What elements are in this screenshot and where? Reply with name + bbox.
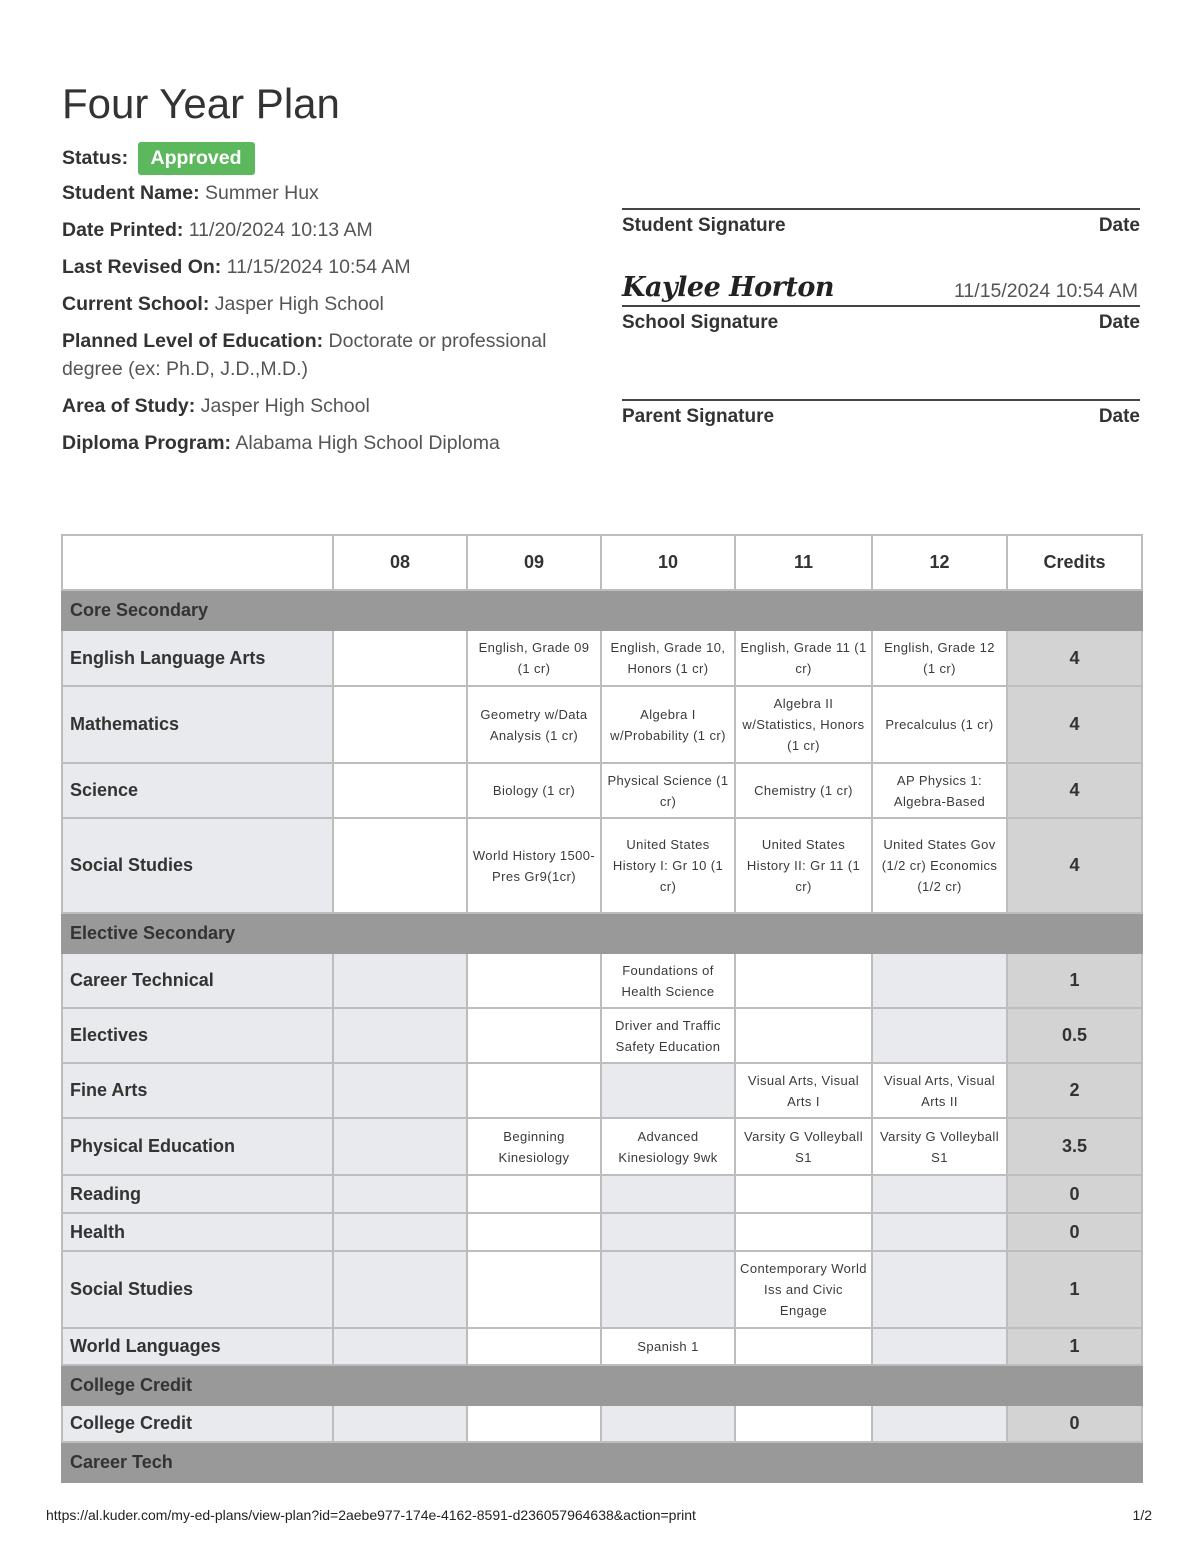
header-cell-credits: Credits <box>1007 535 1142 590</box>
course-cell <box>872 1008 1007 1063</box>
course-cell: Algebra I w/Probability (1 cr) <box>601 686 735 763</box>
table-row <box>62 1118 1142 1175</box>
course-cell <box>735 1008 872 1063</box>
course-cell: English, Grade 11 (1 cr) <box>735 630 872 686</box>
table-row <box>62 1008 1142 1063</box>
course-cell <box>872 1328 1007 1365</box>
credits-cell: 2 <box>1007 1063 1142 1118</box>
subject-label: Health <box>62 1213 333 1251</box>
table-body <box>62 590 1142 1482</box>
course-cell <box>333 1251 467 1328</box>
course-cell: World History 1500-Pres Gr9(1cr) <box>467 818 601 913</box>
course-cell <box>333 1063 467 1118</box>
credits-cell: 0.5 <box>1007 1008 1142 1063</box>
table-header-row <box>62 535 1142 590</box>
credits-cell: 3.5 <box>1007 1118 1142 1175</box>
last-revised-value: 11/15/2024 10:54 AM <box>226 256 411 278</box>
subject-label: Career Technical <box>62 953 333 1008</box>
course-cell <box>601 1175 735 1213</box>
course-cell <box>467 1063 601 1118</box>
student-name-label: Student Name: <box>62 182 200 204</box>
area-of-study-label: Area of Study: <box>62 395 196 417</box>
table-row <box>62 1213 1142 1251</box>
student-signature-block <box>622 208 1140 237</box>
table-row <box>62 818 1142 913</box>
subject-label: Mathematics <box>62 686 333 763</box>
course-cell: Spanish 1 <box>601 1328 735 1365</box>
parent-signature-block <box>622 399 1140 428</box>
course-cell <box>467 1175 601 1213</box>
course-cell: Chemistry (1 cr) <box>735 763 872 818</box>
course-cell: United States History II: Gr 11 (1 cr) <box>735 818 872 913</box>
course-cell <box>467 953 601 1008</box>
header-cell <box>62 535 333 590</box>
course-cell <box>872 1213 1007 1251</box>
course-cell: English, Grade 10, Honors (1 cr) <box>601 630 735 686</box>
course-cell: Precalculus (1 cr) <box>872 686 1007 763</box>
table-row <box>62 686 1142 763</box>
course-cell: United States History I: Gr 10 (1 cr) <box>601 818 735 913</box>
course-cell <box>872 1175 1007 1213</box>
section-title: Elective Secondary <box>62 913 1142 953</box>
course-cell <box>735 1405 872 1442</box>
course-cell: English, Grade 12 (1 cr) <box>872 630 1007 686</box>
subject-label: Electives <box>62 1008 333 1063</box>
course-cell <box>467 1213 601 1251</box>
course-cell: Driver and Traffic Safety Education <box>601 1008 735 1063</box>
school-signature-block <box>622 268 1140 334</box>
credits-cell: 4 <box>1007 630 1142 686</box>
section-row <box>62 1442 1142 1482</box>
date-printed-value: 11/20/2024 10:13 AM <box>188 219 373 241</box>
diploma-program-label: Diploma Program: <box>62 432 232 454</box>
footer-url: https://al.kuder.com/my-ed-plans/view-plan?id=2aebe977-174e-4162-8591-d236057964638&action=print <box>46 1507 696 1523</box>
section-row <box>62 590 1142 630</box>
credits-cell: 0 <box>1007 1405 1142 1442</box>
last-revised-label: Last Revised On: <box>62 256 222 278</box>
course-cell <box>735 1213 872 1251</box>
student-name-row <box>62 179 602 207</box>
diploma-program-value: Alabama High School Diploma <box>235 432 500 454</box>
course-cell <box>333 953 467 1008</box>
course-cell <box>601 1063 735 1118</box>
course-cell <box>467 1251 601 1328</box>
course-cell <box>467 1405 601 1442</box>
course-cell <box>872 1405 1007 1442</box>
course-cell <box>467 1008 601 1063</box>
parent-date-label: Date <box>1098 406 1140 427</box>
header-cell-grade-09: 09 <box>467 535 601 590</box>
course-cell <box>601 1405 735 1442</box>
course-cell: Beginning Kinesiology <box>467 1118 601 1175</box>
course-cell <box>333 1405 467 1442</box>
course-cell <box>333 763 467 818</box>
course-cell: Visual Arts, Visual Arts I <box>735 1063 872 1118</box>
course-cell <box>333 818 467 913</box>
course-cell <box>333 1328 467 1365</box>
current-school-value: Jasper High School <box>214 293 384 315</box>
course-cell: Varsity G Volleyball S1 <box>735 1118 872 1175</box>
course-cell <box>467 1328 601 1365</box>
credits-cell: 1 <box>1007 953 1142 1008</box>
status-label: Status: <box>62 147 129 169</box>
credits-cell: 4 <box>1007 763 1142 818</box>
school-date-label: Date <box>1098 312 1140 333</box>
footer-page-number: 1/2 <box>1132 1507 1152 1523</box>
date-printed-label: Date Printed: <box>62 219 184 241</box>
credits-cell: 1 <box>1007 1328 1142 1365</box>
section-title: Core Secondary <box>62 590 1142 630</box>
table-row <box>62 1175 1142 1213</box>
date-printed-row <box>62 216 602 244</box>
header-cell-grade-12: 12 <box>872 535 1007 590</box>
course-cell: Contemporary World Iss and Civic Engage <box>735 1251 872 1328</box>
course-cell <box>872 953 1007 1008</box>
page-title: Four Year Plan <box>62 80 340 127</box>
planned-level-value: Doctorate or professional degree (ex: Ph.D, J.D.,M.D.) <box>62 330 547 380</box>
table-row <box>62 1063 1142 1118</box>
subject-label: Physical Education <box>62 1118 333 1175</box>
diploma-program-row <box>62 429 602 457</box>
credits-cell: 0 <box>1007 1175 1142 1213</box>
table-row <box>62 763 1142 818</box>
subject-label: Reading <box>62 1175 333 1213</box>
subject-label: English Language Arts <box>62 630 333 686</box>
header-cell-grade-08: 08 <box>333 535 467 590</box>
current-school-row <box>62 290 602 318</box>
credits-cell: 4 <box>1007 686 1142 763</box>
subject-label: Science <box>62 763 333 818</box>
section-row <box>62 1365 1142 1405</box>
school-signature-label: School Signature <box>622 312 779 333</box>
subject-label: College Credit <box>62 1405 333 1442</box>
credits-cell: 4 <box>1007 818 1142 913</box>
status-row <box>62 142 602 175</box>
course-cell <box>601 1251 735 1328</box>
table-row <box>62 1405 1142 1442</box>
course-cell: Varsity G Volleyball S1 <box>872 1118 1007 1175</box>
course-cell <box>333 1213 467 1251</box>
parent-signature-label: Parent Signature <box>622 406 775 427</box>
section-title: Career Tech <box>62 1442 1142 1482</box>
course-cell: Biology (1 cr) <box>467 763 601 818</box>
planned-level-row <box>62 327 602 383</box>
credits-cell: 1 <box>1007 1251 1142 1328</box>
course-cell: Foundations of Health Science <box>601 953 735 1008</box>
plan-info <box>62 142 602 466</box>
section-title: College Credit <box>62 1365 1142 1405</box>
header-cell-grade-10: 10 <box>601 535 735 590</box>
status-badge: Approved <box>138 142 255 175</box>
last-revised-row <box>62 253 602 281</box>
course-cell: Visual Arts, Visual Arts II <box>872 1063 1007 1118</box>
course-cell: Geometry w/Data Analysis (1 cr) <box>467 686 601 763</box>
course-cell <box>333 630 467 686</box>
header-cell-grade-11: 11 <box>735 535 872 590</box>
course-plan-table <box>61 534 1143 1483</box>
area-of-study-row <box>62 392 602 420</box>
planned-level-label: Planned Level of Education: <box>62 330 324 352</box>
course-cell <box>735 953 872 1008</box>
table-row <box>62 953 1142 1008</box>
course-cell <box>333 686 467 763</box>
course-cell: AP Physics 1: Algebra-Based <box>872 763 1007 818</box>
table-row <box>62 630 1142 686</box>
subject-label: Social Studies <box>62 1251 333 1328</box>
course-cell: Physical Science (1 cr) <box>601 763 735 818</box>
course-cell <box>333 1118 467 1175</box>
course-cell: United States Gov (1/2 cr) Economics (1/2 cr) <box>872 818 1007 913</box>
area-of-study-value: Jasper High School <box>200 395 370 417</box>
student-name-value: Summer Hux <box>205 182 319 204</box>
student-signature-label: Student Signature <box>622 215 786 236</box>
current-school-label: Current School: <box>62 293 210 315</box>
course-cell: English, Grade 09 (1 cr) <box>467 630 601 686</box>
course-cell <box>735 1328 872 1365</box>
course-cell <box>872 1251 1007 1328</box>
table-row <box>62 1251 1142 1328</box>
subject-label: Social Studies <box>62 818 333 913</box>
course-cell: Advanced Kinesiology 9wk <box>601 1118 735 1175</box>
course-cell <box>735 1175 872 1213</box>
section-row <box>62 913 1142 953</box>
school-signature: Kaylee Horton <box>622 272 835 303</box>
course-cell <box>333 1175 467 1213</box>
course-cell: Algebra II w/Statistics, Honors (1 cr) <box>735 686 872 763</box>
subject-label: Fine Arts <box>62 1063 333 1118</box>
subject-label: World Languages <box>62 1328 333 1365</box>
table-row <box>62 1328 1142 1365</box>
course-cell <box>333 1008 467 1063</box>
school-signature-date: 11/15/2024 10:54 AM <box>954 280 1138 302</box>
course-cell <box>601 1213 735 1251</box>
student-date-label: Date <box>1098 215 1140 236</box>
credits-cell: 0 <box>1007 1213 1142 1251</box>
